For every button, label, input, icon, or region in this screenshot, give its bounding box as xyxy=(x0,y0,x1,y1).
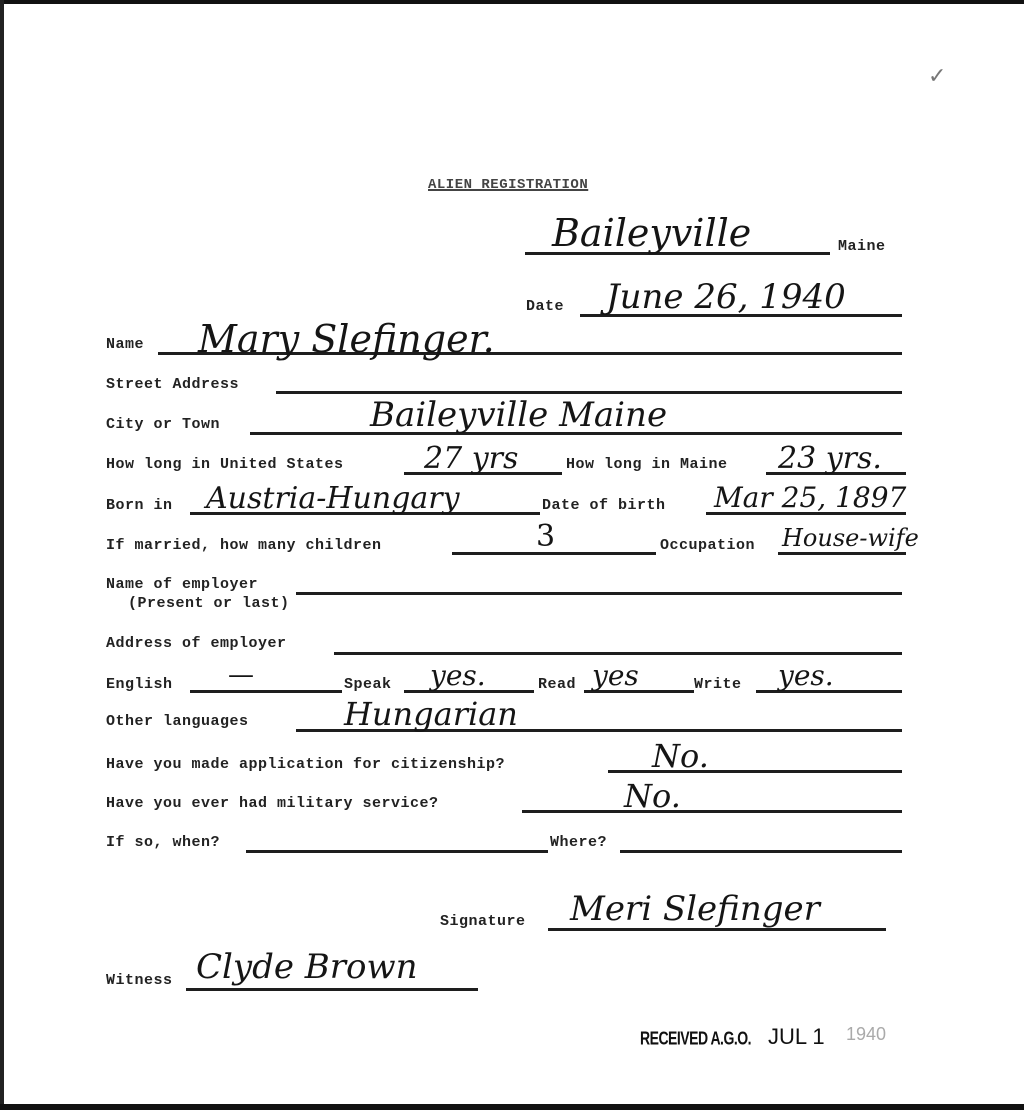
received-stamp: RECEIVED A.G.O. xyxy=(640,1027,752,1049)
english-line xyxy=(190,690,342,693)
employer-sub-label: (Present or last) xyxy=(128,595,290,612)
scan-border-top xyxy=(0,0,1024,4)
military-value: No. xyxy=(624,777,681,815)
signature-value: Meri Slefinger xyxy=(570,889,820,929)
street-label: Street Address xyxy=(106,376,240,393)
witness-label: Witness xyxy=(106,972,173,989)
years-state-value: 23 yrs. xyxy=(778,441,882,476)
citizenship-label: Have you made application for citizenship? xyxy=(106,756,506,773)
occupation-label: Occupation xyxy=(660,537,756,554)
town-value: Baileyville xyxy=(552,211,752,255)
employer-address-line xyxy=(334,652,902,655)
received-stamp-year: 1940 xyxy=(846,1024,887,1044)
witness-line xyxy=(186,988,478,991)
employer-line xyxy=(296,592,902,595)
employer-label: Name of employer xyxy=(106,576,259,593)
write-label: Write xyxy=(694,676,742,693)
city-value: Baileyville Maine xyxy=(370,395,668,435)
years-us-value: 27 yrs xyxy=(424,441,519,476)
where-line xyxy=(620,850,902,853)
street-line xyxy=(276,391,902,394)
occupation-value: House-wife xyxy=(782,524,919,552)
if-so-when-label: If so, when? xyxy=(106,834,221,851)
military-label: Have you ever had military service? xyxy=(106,795,439,812)
city-label: City or Town xyxy=(106,416,221,433)
read-label: Read xyxy=(538,676,577,693)
witness-value: Clyde Brown xyxy=(196,947,418,987)
check-mark: ✓ xyxy=(928,64,947,89)
military-line xyxy=(522,810,902,813)
english-label: English xyxy=(106,676,173,693)
form-title: ALIEN REGISTRATION xyxy=(428,177,589,193)
occupation-line xyxy=(778,552,906,555)
citizenship-value: No. xyxy=(652,737,709,775)
where-label: Where? xyxy=(550,834,608,851)
name-value: Mary Slefinger. xyxy=(198,317,495,361)
children-label: If married, how many children xyxy=(106,537,382,554)
born-value: Austria-Hungary xyxy=(206,481,460,516)
years-state-label: How long in Maine xyxy=(566,456,728,473)
signature-label: Signature xyxy=(440,913,526,930)
english-value: — xyxy=(228,660,254,690)
date-label: Date xyxy=(526,298,565,315)
employer-address-label: Address of employer xyxy=(106,635,287,652)
speak-value: yes. xyxy=(430,659,486,692)
scan-border-bottom xyxy=(0,1104,1024,1110)
write-value: yes. xyxy=(778,659,834,692)
scan-border-left xyxy=(0,0,4,1110)
children-value: 3 xyxy=(536,519,556,554)
if-so-when-line xyxy=(246,850,548,853)
dob-value: Mar 25, 1897 xyxy=(714,481,907,514)
received-stamp-date: JUL 1 xyxy=(768,1024,825,1049)
born-label: Born in xyxy=(106,497,173,514)
other-languages-value: Hungarian xyxy=(344,695,518,733)
dob-label: Date of birth xyxy=(542,497,666,514)
read-value: yes xyxy=(592,659,639,692)
state-label: Maine xyxy=(838,238,886,255)
other-languages-label: Other languages xyxy=(106,713,249,730)
name-label: Name xyxy=(106,336,145,353)
years-us-label: How long in United States xyxy=(106,456,344,473)
speak-label: Speak xyxy=(344,676,392,693)
date-value: June 26, 1940 xyxy=(606,277,846,317)
